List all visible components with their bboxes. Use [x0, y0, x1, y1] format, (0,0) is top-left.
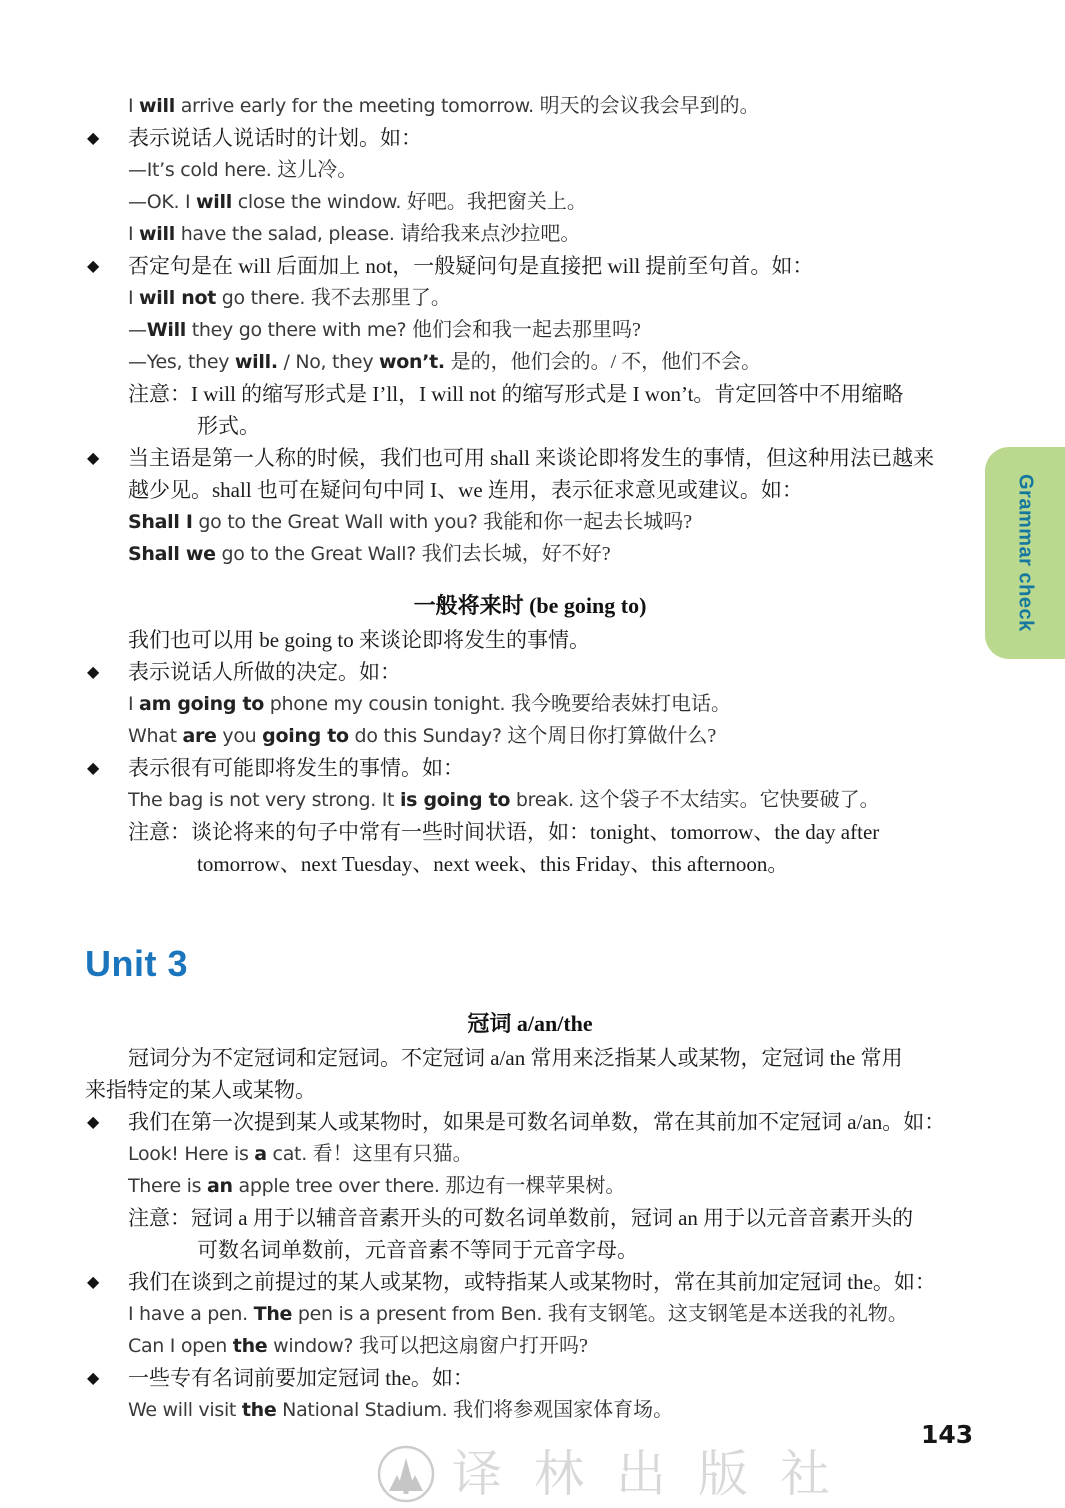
text-segment: do this Sunday?	[348, 725, 508, 747]
text-segment: 冠词分为不定冠词和定冠词。不定冠词 a/an 常用来泛指某人或某物，定冠词 the 常用	[128, 1046, 903, 1070]
bullet-diamond-icon: ◆	[87, 256, 100, 275]
example-sentence	[85, 784, 975, 816]
text-segment: 我们也可以用 be going to 来谈论即将发生的事情。	[128, 628, 590, 652]
text-segment: 表示说话人所做的决定。如：	[128, 660, 401, 684]
grammar-content	[85, 90, 975, 1426]
example-sentence	[85, 688, 975, 720]
text-segment: I	[128, 223, 140, 245]
example-sentence	[85, 506, 975, 538]
bullet-diamond-icon: ◆	[87, 448, 100, 467]
text-segment: will not	[139, 287, 217, 309]
text-segment: will	[139, 95, 175, 117]
text-segment: 当主语是第一人称的时候，我们也可用 shall 来谈论即将发生的事情，但这种用法已越来	[128, 446, 935, 470]
text-segment: Unit 3	[85, 943, 189, 984]
text-segment: go to the Great Wall with you?	[192, 511, 484, 533]
section-heading	[85, 1006, 975, 1042]
text-segment: 我可以把这扇窗户打开吗?	[358, 1335, 588, 1357]
text-segment: 形式。	[197, 414, 260, 438]
text-segment: The	[253, 1303, 293, 1325]
text-segment: I	[128, 95, 140, 117]
text-segment: 是的，他们会的。/ 不，他们不会。	[450, 351, 762, 373]
text-segment: 越少见。shall 也可在疑问句中同 I、we 连用，表示征求意见或建议。如：	[128, 478, 803, 502]
text-segment: have the salad, please.	[174, 223, 401, 245]
text-segment: the	[241, 1399, 277, 1421]
text-segment: won’t.	[379, 351, 445, 373]
text-segment: 这个袋子不太结实。它快要破了。	[579, 789, 880, 811]
text-segment: 我们在谈到之前提过的某人或某物，或特指某人或某物时，常在其前加定冠词 the。如：	[128, 1270, 936, 1294]
text-segment: I	[128, 693, 140, 715]
text-segment: Shall I	[128, 511, 193, 533]
text-segment: window?	[267, 1335, 359, 1357]
bullet-point	[85, 656, 975, 688]
text-segment: go there.	[216, 287, 311, 309]
text-segment: We will visit	[128, 1399, 242, 1421]
text-segment: 否定句是在 will 后面加上 not，一般疑问句是直接把 will 提前至句首。如：	[128, 254, 814, 278]
text-segment: —It’s cold here.	[128, 159, 278, 181]
bullet-point	[85, 1362, 975, 1394]
text-segment: I have a pen.	[128, 1303, 254, 1325]
example-sentence	[85, 538, 975, 570]
text-segment: (be going to)	[523, 593, 647, 618]
text-segment: pen is a present from Ben.	[292, 1303, 548, 1325]
example-sentence	[85, 1330, 975, 1362]
text-segment: Look! Here is	[128, 1143, 255, 1165]
text-segment: Can I open	[128, 1335, 233, 1357]
example-sentence	[85, 346, 975, 378]
pine-trees-logo-icon	[376, 1444, 436, 1504]
text-segment: 明天的会议我会早到的。	[539, 95, 760, 117]
text-segment: There is	[128, 1175, 207, 1197]
text-segment: 这儿冷。	[277, 159, 358, 181]
bullet-diamond-icon: ◆	[87, 1272, 100, 1291]
text-segment: —OK. I	[128, 191, 197, 213]
text-segment: going to	[262, 725, 349, 747]
text-segment: 我们去长城，好不好?	[421, 543, 611, 565]
watermark-publisher-text: 译林出版社	[452, 1446, 862, 1502]
text-segment: 我今晚要给表妹打电话。	[510, 693, 731, 715]
text-segment: 我能和你一起去长城吗?	[483, 511, 693, 533]
bullet-diamond-icon: ◆	[87, 758, 100, 777]
example-sentence	[85, 90, 975, 122]
text-segment: 注意：谈论将来的句子中常有一些时间状语，如：tonight、tomorrow、the day after	[128, 820, 880, 844]
text-segment: arrive early for the meeting tomorrow.	[174, 95, 540, 117]
side-tab-label: Grammar check	[1014, 474, 1037, 632]
text-segment: National Stadium.	[276, 1399, 454, 1421]
bullet-point	[85, 442, 975, 474]
text-segment: 那边有一棵苹果树。	[445, 1175, 626, 1197]
text-segment: cat.	[266, 1143, 313, 1165]
text-segment: 一些专有名词前要加定冠词 the。如：	[128, 1366, 474, 1390]
note-line	[85, 1202, 975, 1234]
note-continuation	[85, 1234, 975, 1266]
text-segment: will	[139, 223, 175, 245]
text-segment: is going to	[399, 789, 511, 811]
text-segment: 注意：冠词 a 用于以辅音音素开头的可数名词单数前，冠词 an 用于以元音音素开头的	[128, 1206, 914, 1230]
text-segment: 一般将来时	[413, 593, 524, 618]
text-segment: 我有支钢笔。这支钢笔是本送我的礼物。	[547, 1303, 908, 1325]
text-segment: 来指特定的某人或某物。	[85, 1078, 316, 1102]
text-segment: I	[128, 287, 140, 309]
text-segment: phone my cousin tonight.	[264, 693, 511, 715]
text-segment: / No, they	[277, 351, 379, 373]
text-segment: 可数名词单数前，元音音素不等同于元音字母。	[197, 1238, 638, 1262]
text-segment: 这个周日你打算做什么?	[507, 725, 717, 747]
bullet-point	[85, 122, 975, 154]
text-segment: 请给我来点沙拉吧。	[400, 223, 581, 245]
example-sentence	[85, 186, 975, 218]
example-sentence	[85, 218, 975, 250]
text-segment: go to the Great Wall?	[215, 543, 422, 565]
text-segment: the	[232, 1335, 268, 1357]
bullet-point	[85, 1106, 975, 1138]
bullet-diamond-icon: ◆	[87, 1368, 100, 1387]
example-sentence	[85, 1298, 975, 1330]
example-sentence	[85, 1138, 975, 1170]
text-segment: —	[128, 319, 147, 341]
note-line	[85, 378, 975, 410]
bullet-continuation	[85, 474, 975, 506]
note-line	[85, 816, 975, 848]
text-segment: —Yes, they	[128, 351, 235, 373]
section-heading	[85, 588, 975, 624]
text-segment: an	[206, 1175, 233, 1197]
text-segment: break.	[510, 789, 580, 811]
text-segment: 我们在第一次提到某人或某物时，如果是可数名词单数，常在其前加不定冠词 a/an。如：	[128, 1110, 946, 1134]
note-continuation	[85, 848, 975, 880]
text-segment: 看！这里有只猫。	[312, 1143, 473, 1165]
text-segment: they go there with me?	[186, 319, 413, 341]
text-segment: Shall we	[128, 543, 216, 565]
note-continuation	[85, 410, 975, 442]
bullet-diamond-icon: ◆	[87, 128, 100, 147]
bullet-point	[85, 752, 975, 784]
example-sentence	[85, 314, 975, 346]
text-segment: a/an/the	[511, 1011, 593, 1036]
text-segment: 好吧。我把窗关上。	[406, 191, 587, 213]
text-segment: will.	[234, 351, 278, 373]
text-segment: you	[216, 725, 263, 747]
publisher-watermark	[376, 1444, 862, 1504]
text-segment: 我不去那里了。	[310, 287, 451, 309]
bullet-point	[85, 1266, 975, 1298]
text-segment: are	[182, 725, 217, 747]
paragraph-first-line	[85, 1042, 975, 1074]
unit-heading	[85, 940, 975, 988]
text-segment: a	[254, 1143, 267, 1165]
text-segment: 注意：I will 的缩写形式是 I’ll，I will not 的缩写形式是 I won’t。肯定回答中不用缩略	[128, 382, 904, 406]
text-segment: Will	[146, 319, 186, 341]
bullet-point	[85, 250, 975, 282]
text-segment: 冠词	[467, 1011, 512, 1036]
page-number: 143	[921, 1420, 974, 1449]
text-segment: tomorrow、next Tuesday、next week、this Friday、this afternoon。	[197, 852, 789, 876]
text-segment: 我们将参观国家体育场。	[453, 1399, 674, 1421]
bullet-diamond-icon: ◆	[87, 662, 100, 681]
example-sentence	[85, 1394, 975, 1426]
text-segment: 表示很有可能即将发生的事情。如：	[128, 756, 464, 780]
example-sentence	[85, 1170, 975, 1202]
text-segment: What	[128, 725, 183, 747]
example-sentence	[85, 282, 975, 314]
text-segment: The bag is not very strong. It	[128, 789, 400, 811]
text-segment: apple tree over there.	[232, 1175, 446, 1197]
text-segment: am going to	[139, 693, 265, 715]
example-sentence	[85, 720, 975, 752]
grammar-check-side-tab[interactable]	[985, 447, 1065, 659]
text-segment: will	[196, 191, 232, 213]
bullet-diamond-icon: ◆	[87, 1112, 100, 1131]
example-sentence	[85, 154, 975, 186]
text-segment: 表示说话人说话时的计划。如：	[128, 126, 422, 150]
text-segment: 他们会和我一起去那里吗?	[412, 319, 641, 341]
text-segment: close the window.	[231, 191, 407, 213]
paragraph-first-line	[85, 624, 975, 656]
paragraph-line	[85, 1074, 975, 1106]
